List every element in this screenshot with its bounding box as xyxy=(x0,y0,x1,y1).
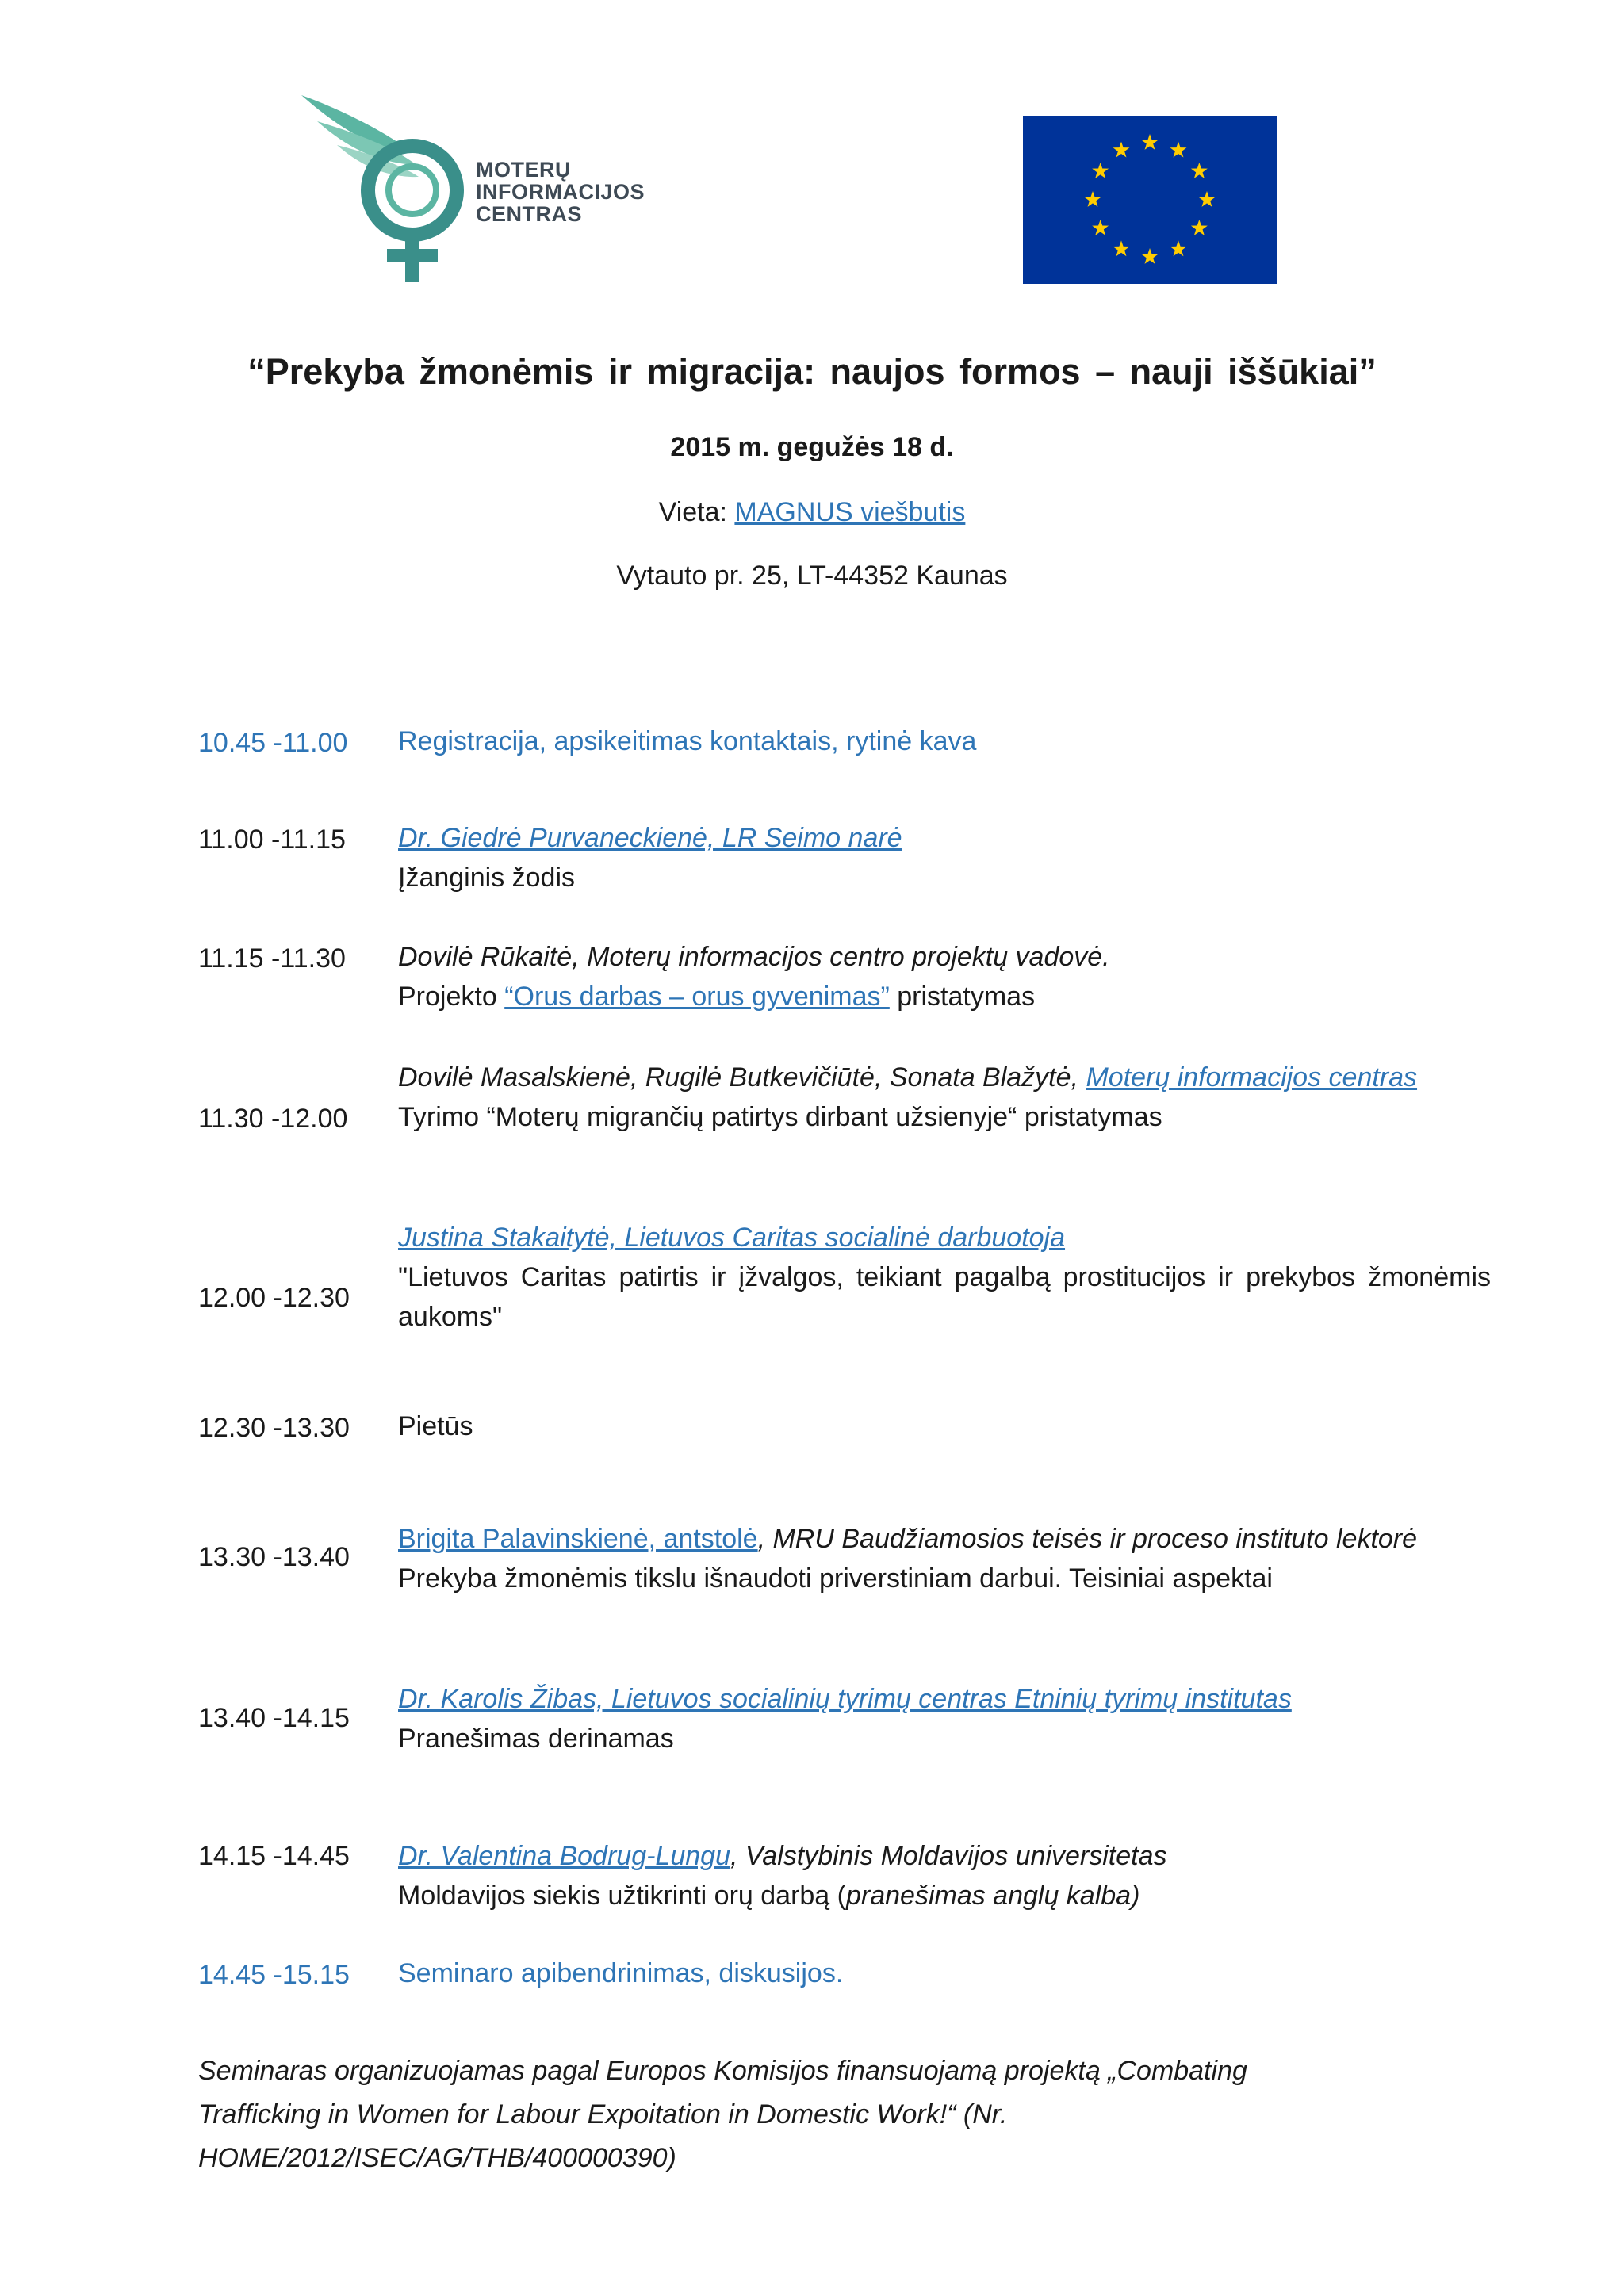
logo-line-3: CENTRAS xyxy=(476,202,583,226)
eu-star-icon xyxy=(1142,248,1159,264)
agenda-time: 13.40 -14.15 xyxy=(198,1703,350,1733)
eu-star-icon xyxy=(1170,142,1187,158)
agenda-description: Registracija, apsikeitimas kontaktais, rytinė kava xyxy=(398,726,977,756)
footer-note xyxy=(198,2049,1388,2180)
agenda-description: Seminaro apibendrinimas, diskusijos. xyxy=(398,1958,844,1988)
agenda-item xyxy=(398,1519,1491,1598)
speaker-affiliation: , MRU Baudžiamosios teisės ir proceso instituto lektorė xyxy=(757,1524,1418,1554)
eu-star-icon xyxy=(1092,163,1109,178)
agenda-item xyxy=(398,1836,1491,1915)
agenda-item xyxy=(398,1218,1491,1337)
agenda-description: Tyrimo “Moterų migrančių patirtys dirbant užsienyje“ pristatymas xyxy=(398,1102,1162,1132)
moteru-informacijos-centras-logo xyxy=(293,94,658,288)
logo-line-1: MOTERŲ xyxy=(476,158,571,182)
speaker-link[interactable]: Brigita Palavinskienė, antstolė xyxy=(398,1524,758,1554)
agenda-time: 11.30 -12.00 xyxy=(198,1104,348,1134)
eu-star-icon xyxy=(1170,240,1187,256)
agenda-description-note: pranešimas anglų kalba) xyxy=(845,1881,1140,1911)
agenda-item xyxy=(398,1679,1491,1758)
agenda-time: 13.30 -13.40 xyxy=(198,1542,350,1572)
speaker-names: Dovilė Masalskienė, Rugilė Butkevičiūtė, Sonata Blažytė, xyxy=(398,1062,1086,1093)
venue-link[interactable]: MAGNUS viešbutis xyxy=(734,497,966,527)
project-link[interactable]: “Orus darbas – orus gyvenimas” xyxy=(504,982,890,1012)
logo-line-2: INFORMACIJOS xyxy=(476,180,645,204)
agenda-item xyxy=(398,818,1491,897)
eu-star-icon xyxy=(1113,240,1130,256)
eu-star-icon xyxy=(1113,142,1130,158)
speaker-link[interactable]: Justina Stakaitytė, Lietuvos Caritas socialinė darbuotoja xyxy=(398,1223,1066,1253)
agenda-time: 12.30 -13.30 xyxy=(198,1413,350,1443)
description-prefix: Projekto xyxy=(398,982,505,1012)
speaker-name: Dovilė Rūkaitė, Moterų informacijos centro projektų vadovė. xyxy=(398,942,1110,972)
eu-stars xyxy=(1023,116,1277,284)
eu-star-icon xyxy=(1191,220,1208,235)
eu-star-icon xyxy=(1142,134,1159,150)
agenda-description: Pietūs xyxy=(398,1411,473,1441)
agenda-description: Pranešimas derinamas xyxy=(398,1724,674,1754)
agenda-item xyxy=(398,937,1491,1016)
speaker-link[interactable]: Dr. Valentina Bodrug-Lungu xyxy=(398,1841,730,1871)
agenda-time: 12.00 -12.30 xyxy=(198,1283,350,1313)
venue-label: Vieta: xyxy=(658,497,735,527)
speaker-link[interactable]: Dr. Giedrė Purvaneckienė, LR Seimo narė xyxy=(398,823,902,853)
agenda-time: 11.15 -11.30 xyxy=(198,943,346,974)
eu-star-icon xyxy=(1191,163,1208,178)
agenda-time: 14.15 -14.45 xyxy=(198,1841,350,1871)
eu-star-icon xyxy=(1199,191,1216,207)
speaker-affiliation: , Valstybinis Moldavijos universitetas xyxy=(730,1841,1167,1871)
page-title: “Prekyba žmonėmis ir migracija: naujos formos – nauji iššūkiai” xyxy=(247,351,1377,392)
agenda-item xyxy=(398,1058,1491,1137)
organization-link[interactable]: Moterų informacijos centras xyxy=(1086,1062,1418,1093)
agenda-time: 11.00 -11.15 xyxy=(198,825,346,855)
eu-flag-icon xyxy=(1023,116,1277,284)
agenda-description: Įžanginis žodis xyxy=(398,863,576,893)
description-suffix: pristatymas xyxy=(889,982,1036,1012)
footer-line-3: HOME/2012/ISEC/AG/THB/400000390) xyxy=(198,2143,676,2173)
agenda-description: Prekyba žmonėmis tikslu išnaudoti priverstiniam darbui. Teisiniai aspektai xyxy=(398,1563,1273,1594)
venus-wing-icon xyxy=(293,94,476,288)
event-date: 2015 m. gegužės 18 d. xyxy=(670,432,954,462)
agenda-time: 14.45 -15.15 xyxy=(198,1960,350,1990)
agenda-description: Moldavijos siekis užtikrinti orų darbą ( xyxy=(398,1881,846,1911)
event-address: Vytauto pr. 25, LT-44352 Kaunas xyxy=(616,561,1008,591)
eu-star-icon xyxy=(1092,220,1109,235)
speaker-link[interactable]: Dr. Karolis Žibas, Lietuvos socialinių tyrimų centras Etninių tyrimų institutas xyxy=(398,1684,1292,1714)
agenda-description: "Lietuvos Caritas patirtis ir įžvalgos, teikiant pagalbą prostitucijos ir prekybos žmonėmis aukoms" xyxy=(398,1262,1491,1332)
event-venue xyxy=(0,497,1624,528)
eu-star-icon xyxy=(1085,191,1101,207)
agenda-time: 10.45 -11.00 xyxy=(198,728,348,758)
footer-line-2: Trafficking in Women for Labour Expoitation in Domestic Work!“ (Nr. xyxy=(198,2099,1008,2130)
footer-line-1: Seminaras organizuojamas pagal Europos Komisijos finansuojamą projektą „Combating xyxy=(198,2056,1247,2086)
